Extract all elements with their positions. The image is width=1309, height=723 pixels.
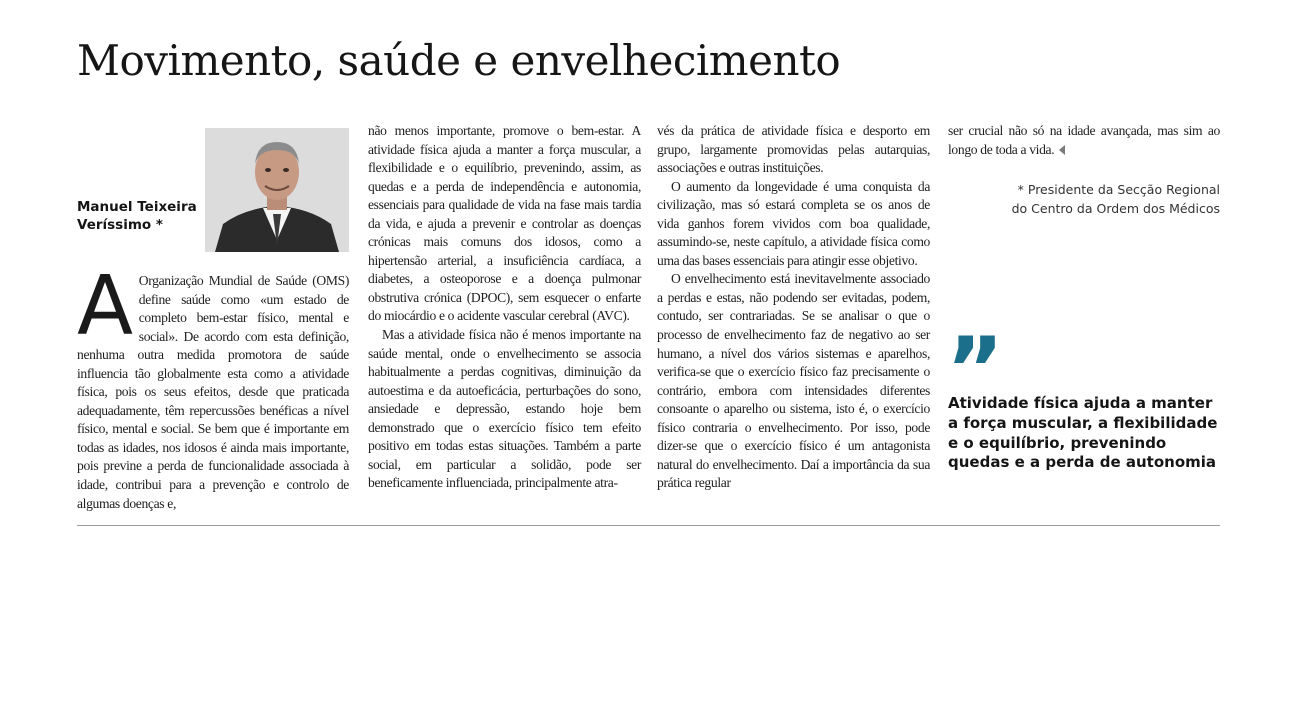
- article-paragraph: O envelhecimento está inevitavelmente associado a perdas e estas, não podendo ser evitadas, podem, contudo, ser contrariadas. Se se analisar o que o processo de envelhecimento faz de negativo ao ser humano, a nível dos vários sistemas e aparelhos, verifica-se que o exercício físico faz precisamente o contrário, embora com intensidades diferentes consoante o aparelho ou sistema, isto é, o exercício físico contraria o envelhecimento. Por isso, pode dizer-se que o exercício físico é um antagonista natural do envelhecimento. Daí a importância da sua prática regular: [657, 271, 930, 491]
- paragraph-text: ser crucial não só na idade avançada, mas sim ao longo de toda a vida.: [948, 123, 1220, 157]
- footnote-line1: * Presidente da Secção Regional: [1017, 182, 1220, 197]
- article-column-1: [77, 259, 349, 513]
- article-paragraph: [948, 122, 1220, 159]
- author-photo: [205, 128, 349, 252]
- article-paragraph: Mas a atividade física não é menos importante na saúde mental, onde o envelhecimento se associa habitualmente a perdas cognitivas, diminuição da autoestima e da autoeficácia, perturbações do sono, ansiedade e depressão, estando hoje bem demonstrado que o exercício físico tem efeito positivo em todas estas situações. Também a parte social, em particular a solidão, pode ser beneficamente influenciada, principalmente atra-: [368, 327, 641, 491]
- triangle-left-icon: [1059, 145, 1065, 155]
- author-name-line2: Veríssimo *: [77, 217, 163, 233]
- quote-mark-icon: ”: [946, 318, 1000, 421]
- article-paragraph: O aumento da longevidade é uma conquista da civilização, mas só estará completa se os anos de vida ganhos forem vividos com boa qualidade, assumindo-se, neste capítulo, a atividade física como uma das bases essenciais para atingir esse objetivo.: [657, 178, 930, 268]
- footnote-line2: do Centro da Ordem dos Médicos: [1011, 201, 1220, 216]
- drop-cap: A: [77, 259, 133, 354]
- author-block: [77, 128, 349, 252]
- article-paragraph: vés da prática de atividade física e desporto em grupo, largamente promovidas pelas autarquias, associações e outras instituições.: [657, 123, 930, 176]
- article-column-4: [948, 122, 1220, 159]
- pull-quote: Atividade física ajuda a manter a força muscular, a flexibilidade e o equilíbrio, prevenindo quedas e a perda de autonomia: [948, 394, 1218, 472]
- paragraph-text: Organização Mundial de Saúde (OMS) define saúde como «um estado de completo bem-estar físico, mental e social». De acordo com esta definição, nenhuma outra medida promotora de saúde influencia tão globalmente esta como a atividade física, pois os seus efeitos, desde que praticada adequadamente, têm repercussões benéficas a nível físico, mental e social. Se bem que é importante em todas as idades, nos idosos é ainda mais importante, pois previne a perda de funcionalidade associada à idade, contribui para a prevenção e controlo de algumas doenças e,: [77, 273, 349, 511]
- article-column-3: [657, 122, 930, 493]
- bottom-divider: [77, 525, 1220, 526]
- author-name-line1: Manuel Teixeira: [77, 199, 197, 215]
- article-column-2: [368, 122, 641, 493]
- article-paragraph: [77, 259, 349, 513]
- article-title: Movimento, saúde e envelhecimento: [77, 36, 841, 85]
- author-name: [77, 198, 207, 234]
- article-paragraph: não menos importante, promove o bem-estar. A atividade física ajuda a manter a força muscular, a flexibilidade e o equilíbrio, prevenindo, assim, as quedas e a perda de independência e autonomia, essenciais para qualidade de vida na fase mais tardia da vida, e ajuda a prevenir e controlar as doenças crónicas mais comuns dos idosos, como a hipertensão arterial, a insuficiência cardíaca, a diabetes, a osteoporose e a doença pulmonar obstrutiva crónica (DPOC), sem esquecer o enfarte do miocárdio e o acidente vascular cerebral (AVC).: [368, 123, 641, 324]
- author-footnote: [948, 180, 1220, 218]
